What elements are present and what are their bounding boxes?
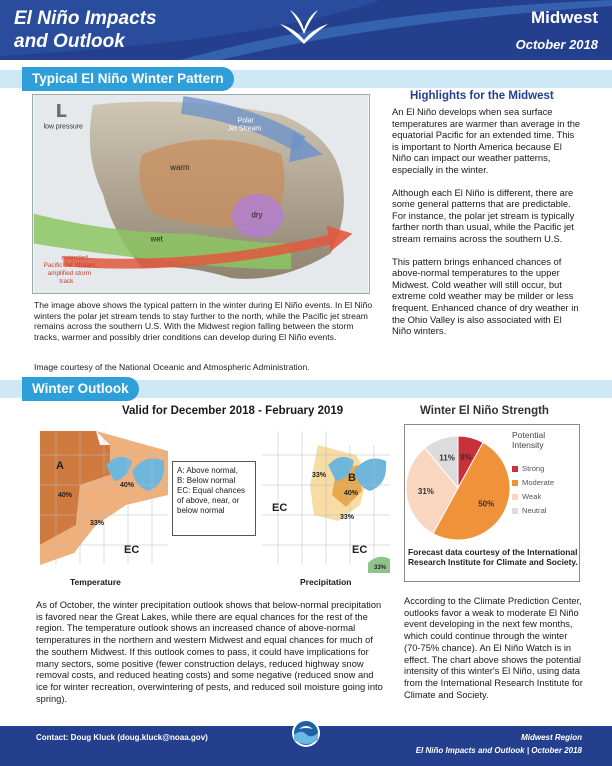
highlights-paragraph-1: An El Niño develops when sea surface temperatures are warmer than average in the equatorial Pacific for an extended time. This is important to North America because El Niño can impact our weather patterns, especially in the winter.	[392, 106, 581, 175]
highlights-text	[392, 106, 582, 348]
pie-legend-item-strong	[512, 462, 554, 476]
legend-label-strong: Strong	[522, 464, 545, 473]
temperature-outlook-map	[36, 425, 170, 575]
legend-swatch-weak	[512, 494, 518, 500]
pie-legend-title-text: Potential Intensity	[512, 430, 546, 450]
precip-ec-label-1: EC	[272, 502, 288, 514]
map-caption: The image above shows the typical pattern in the winter during El Niño events. In El Niño winters the polar jet stream tends to stay further to the north, while the Pacific jet stream remains across the southern U.S. With the Midwest region falling between the storm tracks, warmer and possibly drier conditions can develop during El Niño events.	[34, 300, 373, 342]
page-header	[0, 0, 612, 60]
footer-doc-title: El Niño Impacts and Outlook | October 2018	[415, 746, 582, 755]
legend-line-ec3: below normal	[177, 506, 225, 515]
low-pressure-label: low pressure	[43, 123, 83, 131]
temp-40-label-1: 40%	[58, 492, 73, 499]
pacific-jet-label: extended Pacific Jet Stream, amplified storm track	[43, 254, 98, 286]
legend-line-a: A: Above normal,	[177, 466, 238, 475]
pie-legend-item-neutral	[512, 504, 554, 518]
temp-33-label: 33%	[90, 520, 105, 527]
pie-legend	[512, 462, 554, 518]
title-line-2: and Outlook	[14, 31, 125, 52]
map-credit: Image courtesy of the National Oceanic and Atmospheric Administration.	[34, 362, 310, 372]
pie-label-weak: 31%	[417, 487, 434, 497]
highlights-paragraph-2: Although each El Niño is different, there are some general patterns that are predictable. For instance, the polar jet stream is typically farther north than usual, while the Pacific jet stream remains across the southern U.S.	[392, 186, 575, 244]
precipitation-outlook-map	[258, 425, 392, 575]
low-pressure-symbol: L	[55, 100, 67, 122]
legend-line-b: B: Below normal	[177, 476, 236, 485]
pie-label-neutral: 11%	[439, 453, 455, 463]
temperature-label: Temperature	[70, 577, 121, 587]
precipitation-label: Precipitation	[300, 577, 352, 587]
legend-swatch-moderate	[512, 480, 518, 486]
bird-logo-icon	[276, 6, 332, 44]
temp-ec-label: EC	[124, 544, 140, 556]
pie-legend-item-weak	[512, 490, 554, 504]
precip-33-label-2: 33%	[340, 514, 355, 521]
outlook-legend	[172, 461, 256, 536]
region-label: Midwest	[530, 8, 598, 27]
pie-legend-title	[512, 430, 564, 450]
legend-swatch-strong	[512, 466, 518, 472]
legend-line-ec2: of above, near, or	[177, 496, 240, 505]
highlights-paragraph-3: This pattern brings enhanced chances of above-normal temperatures to the upper Midwest. Cold weather will still occur, but extreme cold weather may be milder or less frequent. Enhanced chance of dry weather in the Ohio Valley is also associated with El Niño winters.	[392, 255, 579, 337]
precip-b-label: B	[348, 472, 356, 484]
legend-label-weak: Weak	[522, 492, 542, 501]
pie-label-strong: 8%	[460, 452, 472, 462]
outlook-valid-period: Valid for December 2018 - February 2019	[122, 405, 344, 417]
legend-label-neutral: Neutral	[522, 506, 547, 515]
legend-label-moderate: Moderate	[522, 478, 555, 487]
el-nino-pattern-map	[32, 94, 370, 294]
cpc-text: According to the Climate Prediction Center, outlooks favor a weak to moderate El Niño event developing in the next few months, which could continue through the winter (70-75% chance). An El Niño Watch is in effect. The chart above shows the potential intensity of this winter's El Niño, using data from the International Research Institute for Climate and Society.	[404, 596, 583, 700]
footer-contact: Contact: Doug Kluck (doug.kluck@noaa.gov)	[36, 733, 208, 742]
temp-40-label-2: 40%	[120, 482, 135, 489]
strength-title: Winter El Niño Strength	[420, 405, 549, 417]
pie-credit: Forecast data courtesy of the International Research Institute for Climate and Society.	[408, 547, 578, 567]
dry-label: dry	[251, 210, 263, 220]
warm-label: warm	[170, 163, 190, 173]
polar-jet-label: Polar Jet Stream	[227, 117, 262, 133]
legend-swatch-neutral	[512, 508, 518, 514]
noaa-logo-icon	[291, 718, 321, 748]
wet-label: wet	[150, 234, 163, 244]
section-title-outlook: Winter Outlook	[22, 377, 139, 401]
section-title-pattern: Typical El Niño Winter Pattern	[22, 67, 234, 91]
pie-legend-item-moderate	[512, 476, 554, 490]
header-date: October 2018	[515, 37, 598, 52]
winter-outlook-text: As of October, the winter precipitation outlook shows that below-normal precipitation is favored near the Great Lakes, while there are equal chances for the rest of the region. The temperature outlook shows an increased chance of above-normal temperatures in the northern and western Midwest and equal chances for much of the southern Midwest. If this outlook comes to pass, it could have implications for many sectors, some positive (fewer construction delays, reduced highway snow removal costs, and reduced heating costs) and some negative (reduced snow and ice for winter recreation, overwintering of pests, and reduced soil moisture going into spring).	[36, 600, 383, 704]
precip-33-label-3: 33%	[374, 565, 387, 571]
title-line-1: El Niño Impacts	[14, 8, 157, 29]
page-title	[14, 7, 157, 53]
footer-region: Midwest Region	[521, 733, 582, 742]
precip-40-label: 40%	[344, 490, 359, 497]
pie-label-moderate: 50%	[478, 499, 495, 509]
legend-line-ec: EC: Equal chances	[177, 486, 246, 495]
highlights-title: Highlights for the Midwest	[410, 90, 554, 102]
precip-33-label-1: 33%	[312, 472, 327, 479]
temp-a-label: A	[56, 460, 64, 472]
precip-ec-label-2: EC	[352, 544, 368, 556]
